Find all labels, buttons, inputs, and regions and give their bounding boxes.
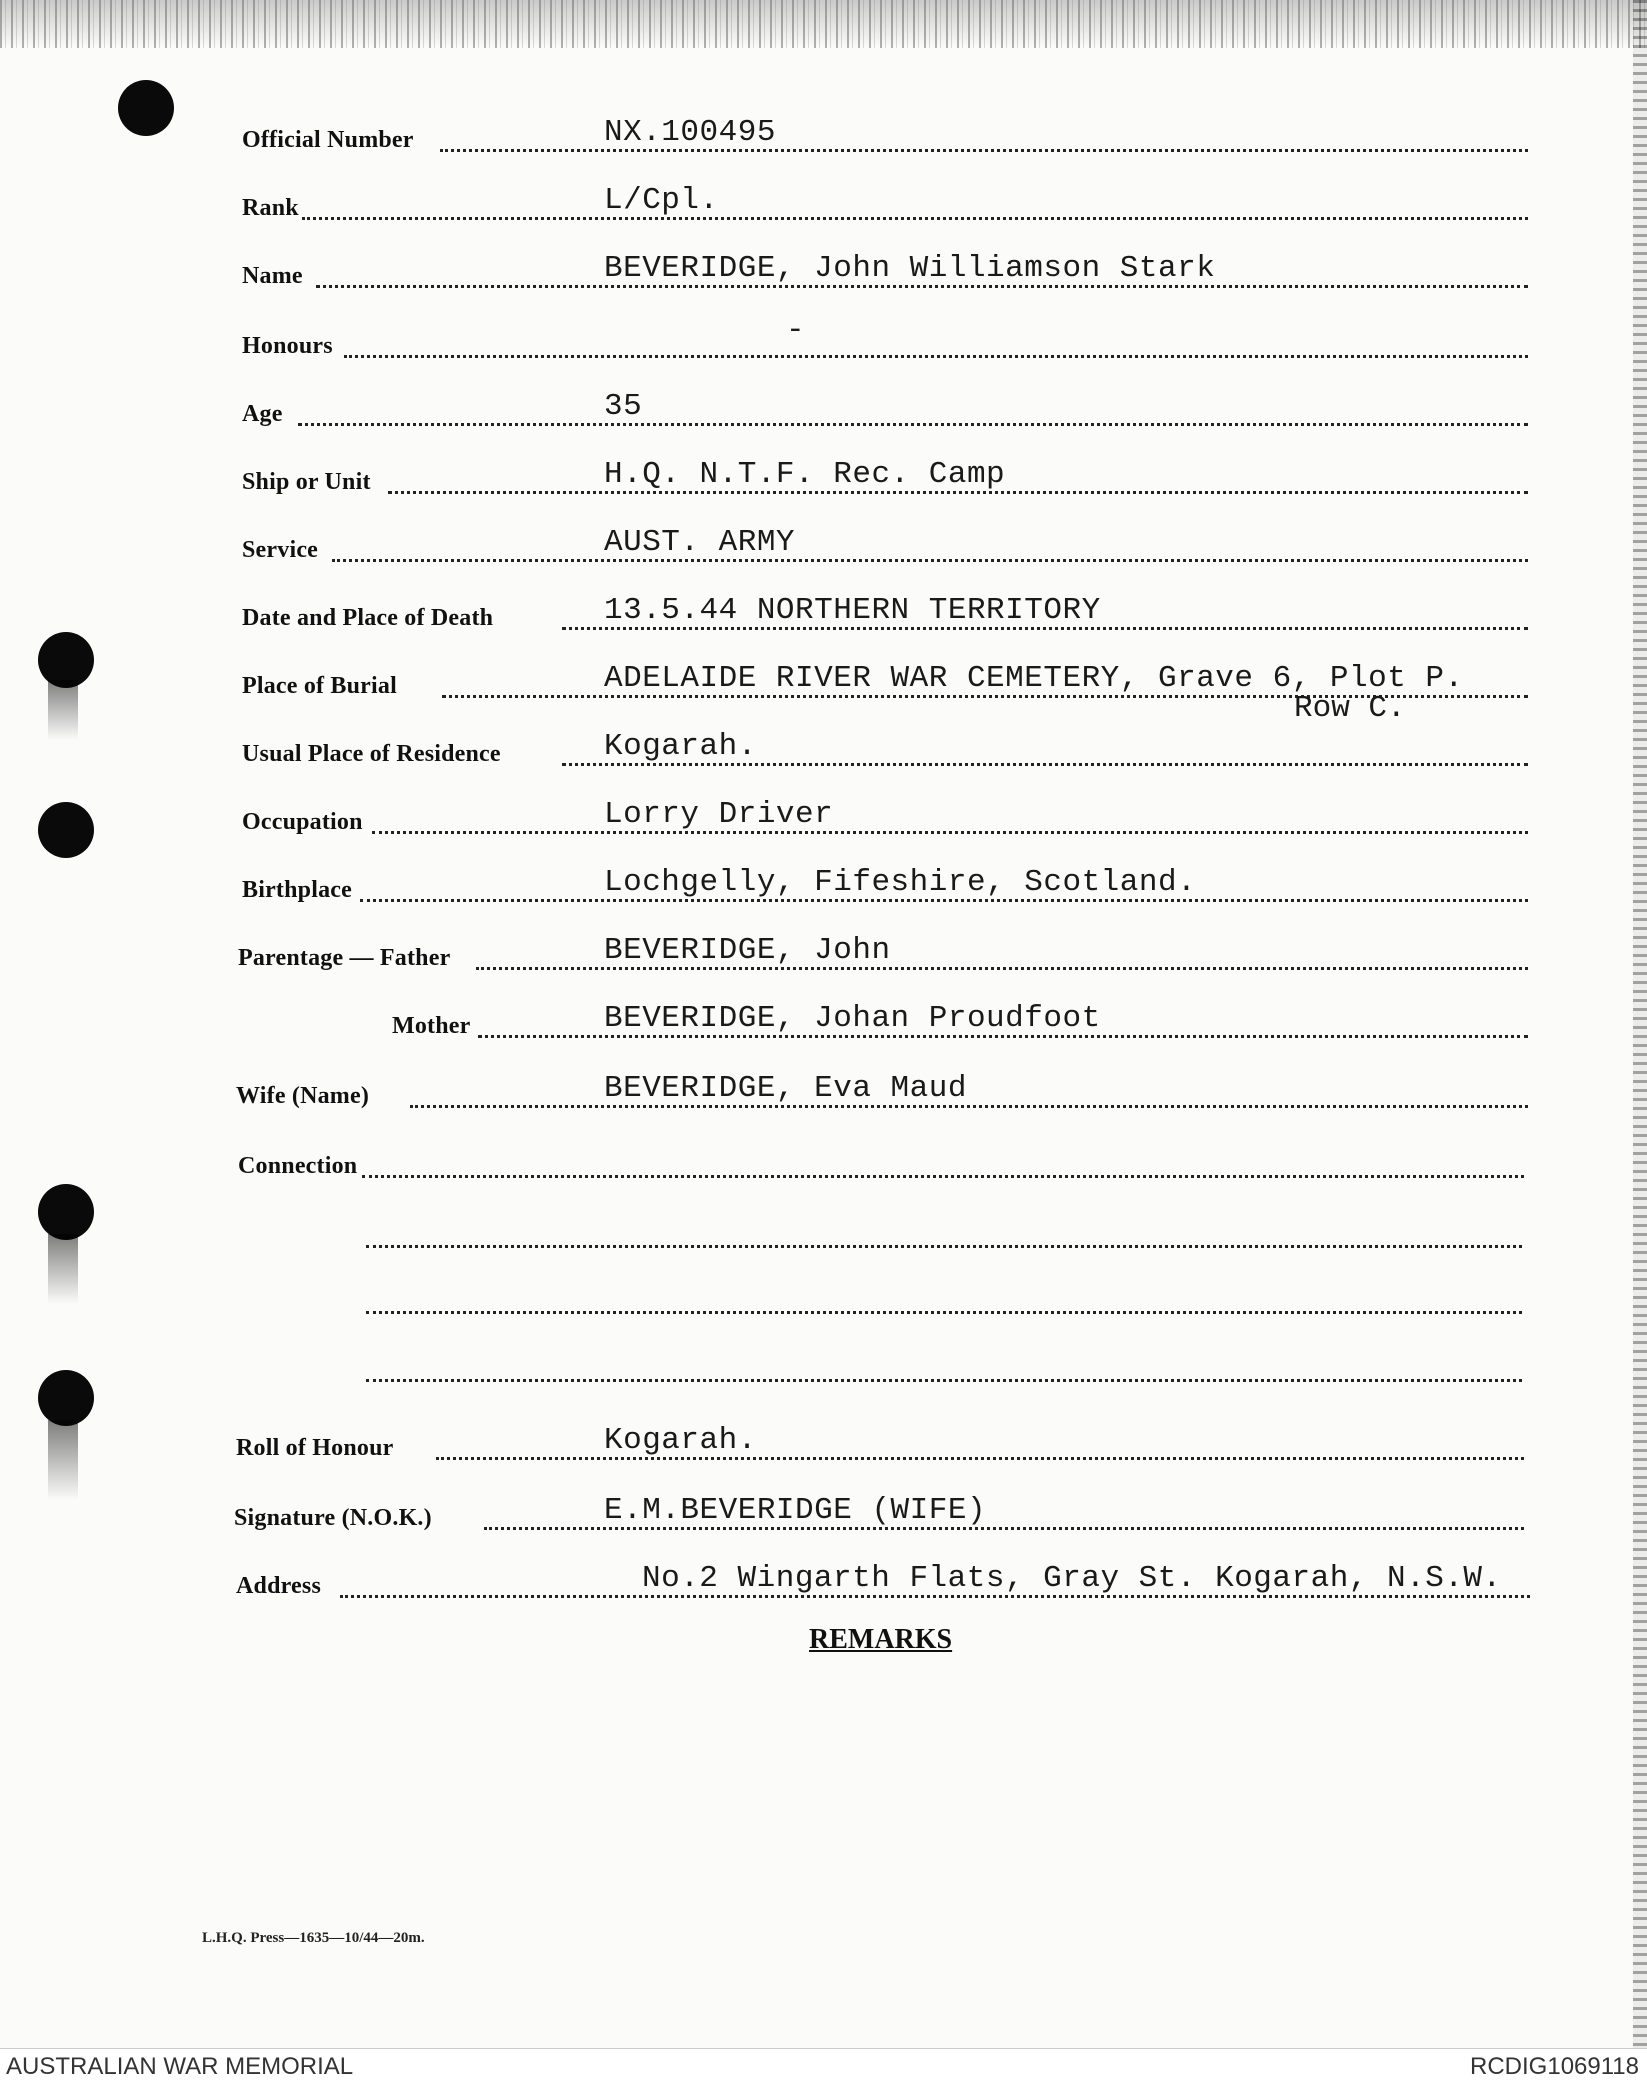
field-value: ADELAIDE RIVER WAR CEMETERY, Grave 6, Plot P. [604, 661, 1464, 696]
dotted-line [298, 423, 1528, 426]
field-value: - [786, 313, 806, 348]
dotted-line [410, 1105, 1528, 1108]
field-honours [0, 310, 1647, 370]
footer-id: RCDIG1069118 [1470, 2053, 1639, 2080]
field-signature [0, 1482, 1647, 1542]
field-label: Signature (N.O.K.) [234, 1505, 432, 1531]
field-label: Service [242, 537, 319, 563]
field-value: Kogarah. [604, 729, 757, 764]
field-service [0, 514, 1647, 574]
press-mark: L.H.Q. Press—1635—10/44—20m. [202, 1930, 425, 1946]
field-value: NX.100495 [604, 115, 776, 150]
field-place-of-burial [0, 650, 1647, 726]
field-address [0, 1550, 1647, 1610]
field-label: Roll of Honour [236, 1435, 394, 1461]
field-label: Age [242, 401, 283, 427]
dotted-line [366, 1379, 1522, 1382]
dotted-line [362, 1175, 1524, 1178]
field-wife [0, 1060, 1647, 1120]
field-label: Parentage — Father [238, 945, 451, 971]
field-roll-of-honour [0, 1412, 1647, 1472]
dotted-line [366, 1311, 1522, 1314]
dotted-line [302, 217, 1528, 220]
field-connection [0, 1130, 1647, 1190]
field-value: BEVERIDGE, John Williamson Stark [604, 251, 1216, 286]
field-label: Official Number [242, 127, 414, 153]
remarks-heading: REMARKS [809, 1624, 953, 1655]
field-mother [0, 990, 1647, 1050]
field-ship-or-unit [0, 446, 1647, 506]
field-value: 13.5.44 NORTHERN TERRITORY [604, 593, 1101, 628]
field-value: BEVERIDGE, John [604, 933, 891, 968]
field-date-place-death [0, 582, 1647, 642]
archive-footer [0, 2048, 1647, 2083]
field-value: AUST. ARMY [604, 525, 796, 560]
field-official-number [0, 104, 1647, 164]
field-value: H.Q. N.T.F. Rec. Camp [604, 457, 1006, 492]
field-value: No.2 Wingarth Flats, Gray St. Kogarah, N.S.W. [642, 1561, 1502, 1596]
dotted-line [436, 1457, 1524, 1460]
field-value: Kogarah. [604, 1423, 757, 1458]
field-age [0, 378, 1647, 438]
field-label: Date and Place of Death [242, 605, 494, 631]
dotted-line [372, 831, 1528, 834]
field-label: Honours [242, 333, 333, 359]
field-value: L/Cpl. [604, 183, 719, 218]
field-label: Usual Place of Residence [242, 741, 501, 767]
field-value: BEVERIDGE, Eva Maud [604, 1071, 967, 1106]
field-label: Connection [238, 1153, 358, 1179]
field-label: Ship or Unit [242, 469, 371, 495]
dotted-line [332, 559, 1528, 562]
field-label: Address [236, 1573, 321, 1599]
field-father [0, 922, 1647, 982]
field-label: Wife (Name) [236, 1083, 370, 1109]
connection-extra-line [0, 1266, 1647, 1326]
field-value: Lorry Driver [604, 797, 834, 832]
field-label: Rank [242, 195, 299, 221]
field-value: 35 [604, 389, 643, 424]
field-name [0, 240, 1647, 300]
field-label: Birthplace [242, 877, 352, 903]
field-value: E.M.BEVERIDGE (WIFE) [604, 1493, 987, 1528]
field-residence [0, 718, 1647, 778]
field-label: Name [242, 263, 303, 289]
connection-extra-line [0, 1200, 1647, 1260]
field-rank [0, 172, 1647, 232]
field-label: Occupation [242, 809, 363, 835]
footer-source: AUSTRALIAN WAR MEMORIAL [6, 2053, 354, 2080]
connection-extra-line [0, 1334, 1647, 1394]
scan-noise-top [0, 0, 1647, 48]
dotted-line [366, 1245, 1522, 1248]
field-birthplace [0, 854, 1647, 914]
field-occupation [0, 786, 1647, 846]
field-label: Place of Burial [242, 673, 397, 699]
field-value-line2: Row C. [1294, 691, 1406, 726]
field-value: Lochgelly, Fifeshire, Scotland. [604, 865, 1197, 900]
field-value: BEVERIDGE, Johan Proudfoot [604, 1001, 1101, 1036]
dotted-line [344, 355, 1528, 358]
field-label: Mother [392, 1013, 471, 1039]
